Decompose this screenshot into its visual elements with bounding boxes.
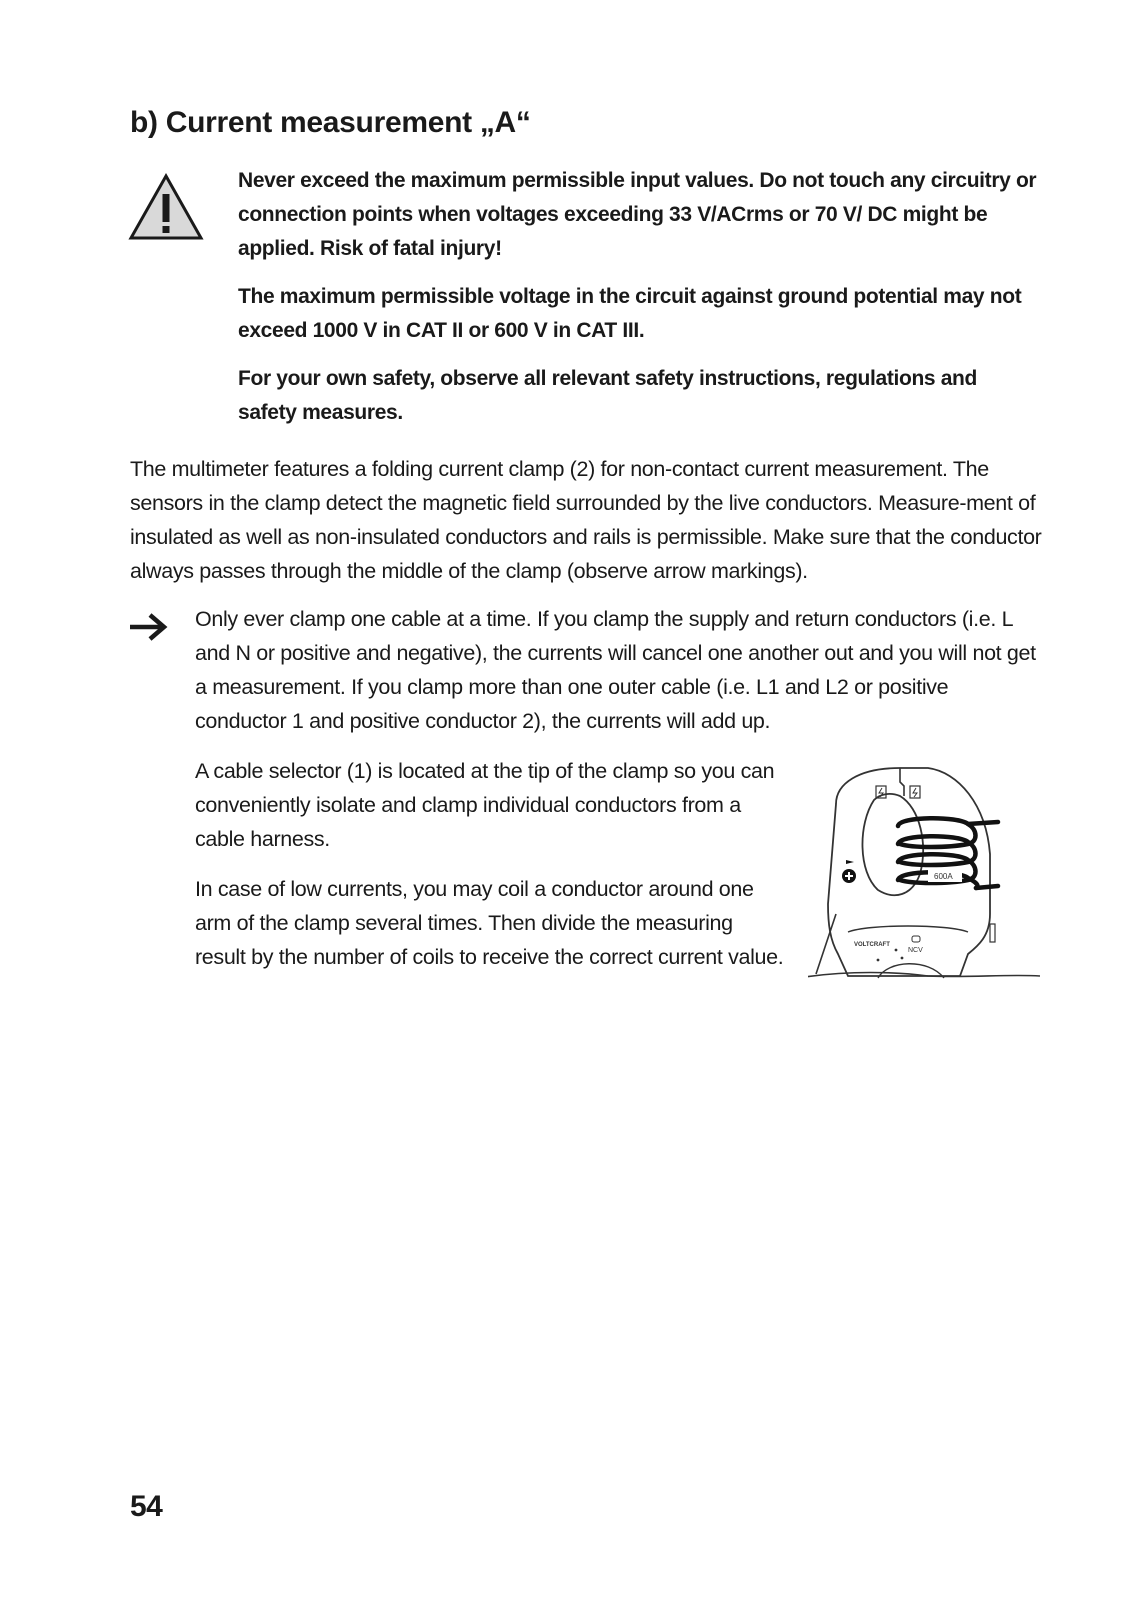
clamp-meter-illustration: [808, 764, 1040, 1008]
warning-paragraph: The maximum permissible voltage in the circuit against ground potential may not exceed 1000 V in CAT II or 600 V in CAT III.: [238, 285, 1022, 342]
page-number: 54: [130, 1490, 163, 1523]
ncv-label: NCV: [908, 947, 923, 954]
warning-paragraph: For your own safety, observe all relevant safety instructions, regulations and safety measures.: [238, 367, 978, 424]
low-current-paragraph: In case of low currents, you may coil a conductor around one arm of the clamp several times. Then divide the measuring result by the number of coils to receive the correct current value.: [195, 877, 784, 969]
arrow-right-icon: [128, 612, 170, 642]
intro-paragraph: The multimeter features a folding current clamp (2) for non-contact current measurement. The sensors in the clamp detect the magnetic field surrounded by the live conductors. Measure-ment of insulated as well as non-insulated conductors and rails is permissible. Make sure that the conductor always passes through the middle of the clamp (observe arrow markings).: [130, 457, 1042, 583]
clamp-rating-label: 600A: [934, 872, 953, 881]
section-heading: b) Current measurement „A“: [130, 106, 531, 139]
brand-logo: VOLTCRAFT: [854, 942, 890, 948]
note-paragraph: Only ever clamp one cable at a time. If you clamp the supply and return conductors (i.e. L and N or positive and negative), the currents will cancel one another out and you will not get a measurement. If you clamp more than one outer cable (i.e. L1 and L2 or positive conductor 1 and positive conductor 2), the currents will add up.: [195, 607, 1036, 733]
warning-triangle-icon: [128, 172, 204, 242]
warning-block: [238, 164, 1038, 444]
cable-selector-paragraph: A cable selector (1) is located at the tip of the clamp so you can conveniently isolate and clamp individual conductors from a cable harness.: [195, 759, 775, 851]
details-column: [195, 754, 785, 990]
warning-paragraph: Never exceed the maximum permissible input values. Do not touch any circuitry or connection points when voltages exceeding 33 V/ACrms or 70 V/ DC might be applied. Risk of fatal injury!: [238, 169, 1037, 260]
